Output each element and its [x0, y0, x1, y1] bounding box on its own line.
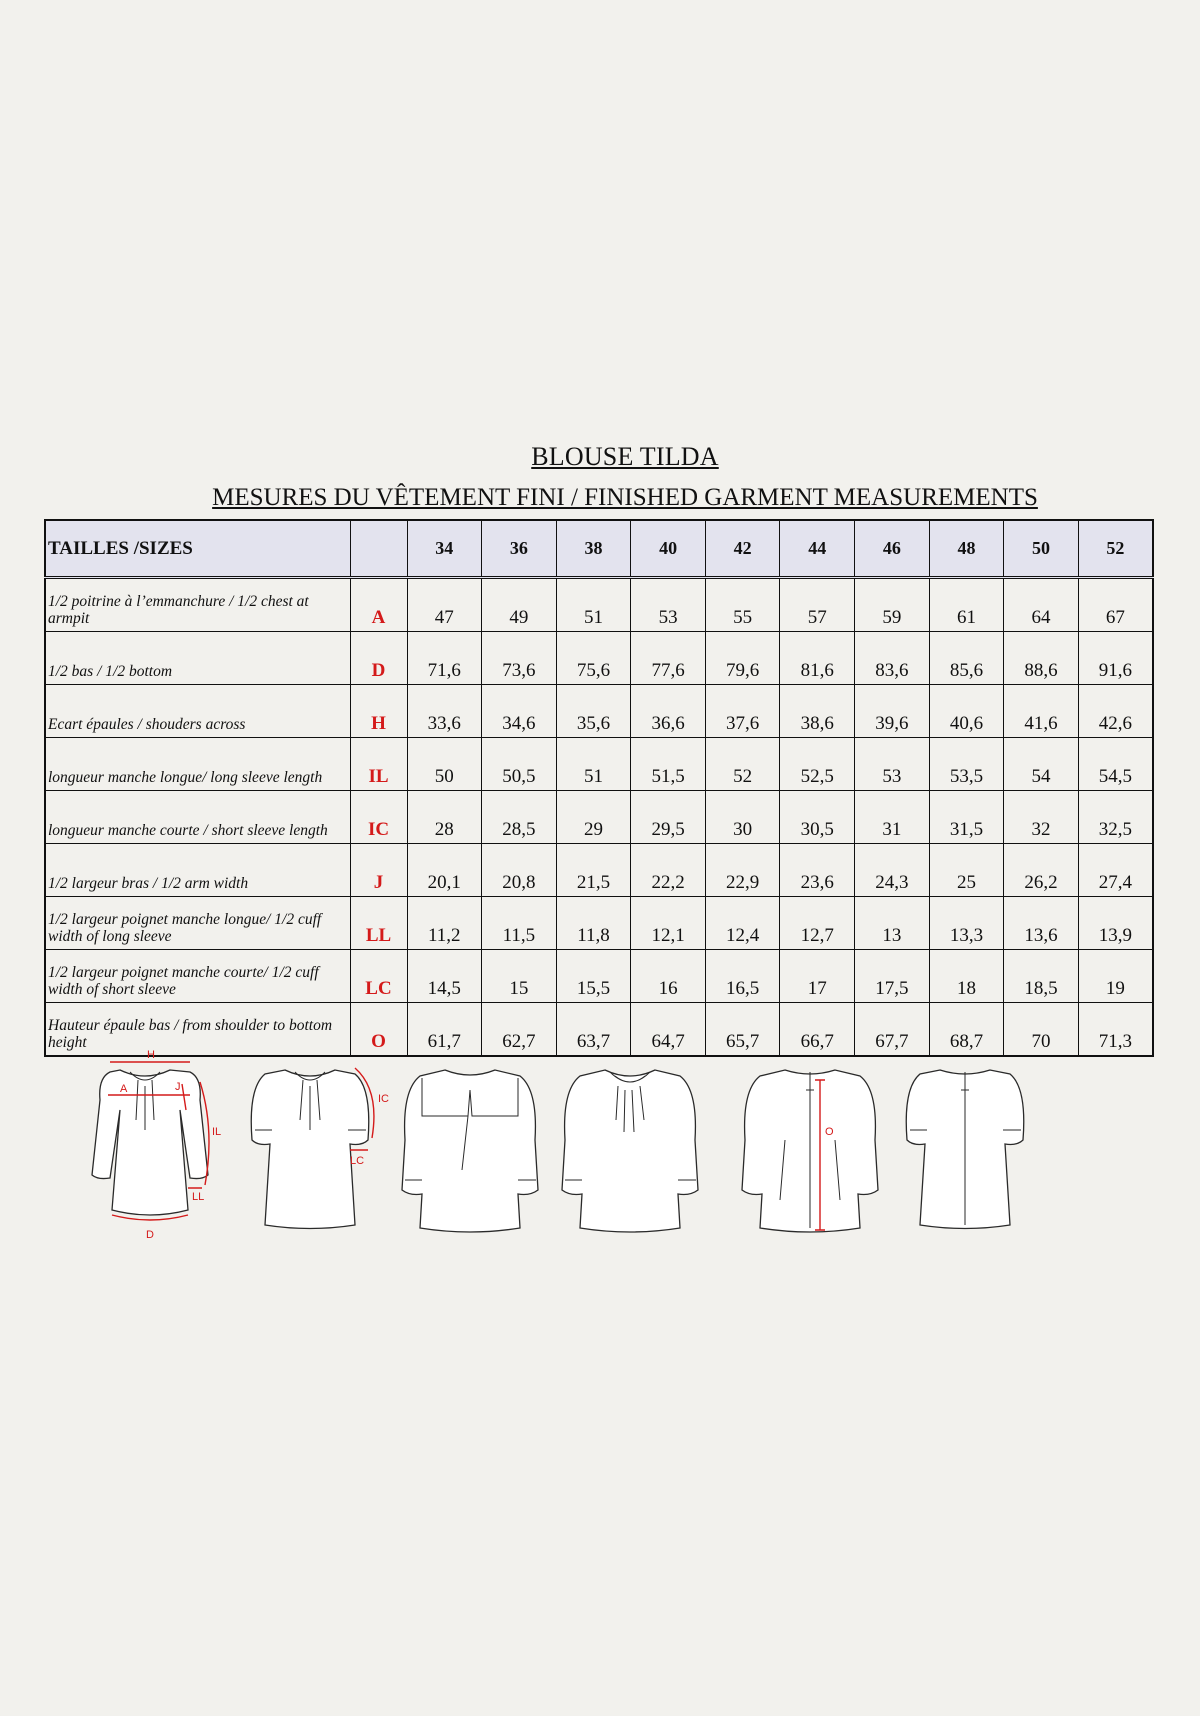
measurement-value: 29	[556, 791, 631, 844]
label-d: D	[146, 1229, 154, 1241]
measurement-description: 1/2 largeur poignet manche courte/ 1/2 cuff width of short sleeve	[45, 950, 350, 1003]
measurement-value: 77,6	[631, 632, 706, 685]
measurement-description: Ecart épaules / shouders across	[45, 685, 350, 738]
size-header-row	[45, 520, 1153, 578]
measurement-value: 79,6	[705, 632, 780, 685]
measurement-code: O	[350, 1003, 407, 1057]
measurement-value: 51,5	[631, 738, 706, 791]
table-row	[45, 844, 1153, 897]
measurement-value: 51	[556, 738, 631, 791]
measurement-value: 50	[407, 738, 482, 791]
measurement-value: 50,5	[482, 738, 557, 791]
measurement-value: 30	[705, 791, 780, 844]
measurement-value: 17,5	[855, 950, 930, 1003]
size-cell: 50	[1004, 520, 1079, 578]
measurement-value: 28,5	[482, 791, 557, 844]
measurement-value: 30,5	[780, 791, 855, 844]
measurement-value: 54	[1004, 738, 1079, 791]
size-cell: 36	[482, 520, 557, 578]
sizes-header-label: TAILLES /SIZES	[45, 520, 350, 578]
measurement-value: 18,5	[1004, 950, 1079, 1003]
measurement-value: 25	[929, 844, 1004, 897]
label-ll: LL	[192, 1191, 205, 1203]
measurement-value: 70	[1004, 1003, 1079, 1057]
label-a: A	[120, 1083, 128, 1095]
measurement-value: 67,7	[855, 1003, 930, 1057]
measurement-code: IC	[350, 791, 407, 844]
measurement-value: 49	[482, 578, 557, 632]
measurement-code: A	[350, 578, 407, 632]
size-cell: 48	[929, 520, 1004, 578]
table-row	[45, 950, 1153, 1003]
measurement-value: 73,6	[482, 632, 557, 685]
measurement-value: 68,7	[929, 1003, 1004, 1057]
measurement-value: 32,5	[1078, 791, 1153, 844]
measurement-value: 64,7	[631, 1003, 706, 1057]
measurement-value: 31,5	[929, 791, 1004, 844]
garment-illustrations	[50, 1050, 1160, 1250]
measurement-code: IL	[350, 738, 407, 791]
measurement-value: 21,5	[556, 844, 631, 897]
label-h: H	[147, 1050, 155, 1061]
measurement-value: 33,6	[407, 685, 482, 738]
measurement-value: 13,9	[1078, 897, 1153, 950]
measurement-value: 11,5	[482, 897, 557, 950]
label-j: J	[175, 1081, 181, 1093]
measurement-value: 34,6	[482, 685, 557, 738]
size-cell: 52	[1078, 520, 1153, 578]
measurement-code: H	[350, 685, 407, 738]
measurement-value: 14,5	[407, 950, 482, 1003]
measurement-description: 1/2 largeur bras / 1/2 arm width	[45, 844, 350, 897]
measurement-value: 11,2	[407, 897, 482, 950]
measurement-value: 28	[407, 791, 482, 844]
size-cell: 34	[407, 520, 482, 578]
label-il: IL	[212, 1126, 222, 1138]
measurement-value: 53	[631, 578, 706, 632]
measurement-value: 85,6	[929, 632, 1004, 685]
front-short-sleeve-drawing	[251, 1068, 389, 1229]
front-long-sleeve-drawing	[92, 1050, 221, 1241]
measurement-value: 54,5	[1078, 738, 1153, 791]
back-long-sleeve-drawing	[742, 1070, 878, 1232]
label-ic: IC	[378, 1093, 389, 1105]
table-row	[45, 685, 1153, 738]
measurement-value: 55	[705, 578, 780, 632]
measurement-value: 66,7	[780, 1003, 855, 1057]
measurement-value: 17	[780, 950, 855, 1003]
measurement-value: 51	[556, 578, 631, 632]
measurement-description: 1/2 poitrine à l’emmanchure / 1/2 chest at armpit	[45, 578, 350, 632]
measurement-value: 24,3	[855, 844, 930, 897]
measurement-value: 52,5	[780, 738, 855, 791]
measurement-description: longueur manche longue/ long sleeve length	[45, 738, 350, 791]
measurement-value: 61,7	[407, 1003, 482, 1057]
measurement-value: 91,6	[1078, 632, 1153, 685]
label-lc: LC	[350, 1155, 365, 1167]
measurement-value: 13,6	[1004, 897, 1079, 950]
measurement-value: 19	[1078, 950, 1153, 1003]
measurement-value: 20,8	[482, 844, 557, 897]
measurement-value: 13	[855, 897, 930, 950]
measurement-value: 61	[929, 578, 1004, 632]
measurement-description: 1/2 bas / 1/2 bottom	[45, 632, 350, 685]
measurement-value: 65,7	[705, 1003, 780, 1057]
size-cell: 46	[855, 520, 930, 578]
measurement-value: 71,3	[1078, 1003, 1153, 1057]
measurement-value: 18	[929, 950, 1004, 1003]
measurement-value: 32	[1004, 791, 1079, 844]
measurement-value: 26,2	[1004, 844, 1079, 897]
measurement-value: 31	[855, 791, 930, 844]
table-row	[45, 1003, 1153, 1057]
size-chart-table	[44, 519, 1154, 1057]
measurement-code: LL	[350, 897, 407, 950]
measurement-value: 29,5	[631, 791, 706, 844]
measurement-value: 15	[482, 950, 557, 1003]
measurement-code: LC	[350, 950, 407, 1003]
measurement-value: 83,6	[855, 632, 930, 685]
page-subtitle: MESURES DU VÊTEMENT FINI / FINISHED GARMENT MEASUREMENTS	[212, 484, 1038, 511]
measurement-description: 1/2 largeur poignet manche longue/ 1/2 cuff width of long sleeve	[45, 897, 350, 950]
table-row	[45, 578, 1153, 632]
measurement-value: 62,7	[482, 1003, 557, 1057]
measurement-value: 40,6	[929, 685, 1004, 738]
measurement-description: longueur manche courte / short sleeve length	[45, 791, 350, 844]
measurement-value: 52	[705, 738, 780, 791]
measurement-value: 16,5	[705, 950, 780, 1003]
measurement-value: 88,6	[1004, 632, 1079, 685]
size-cell: 38	[556, 520, 631, 578]
measurement-value: 42,6	[1078, 685, 1153, 738]
measurement-value: 53,5	[929, 738, 1004, 791]
measurement-value: 12,7	[780, 897, 855, 950]
measurement-value: 53	[855, 738, 930, 791]
size-cell: 44	[780, 520, 855, 578]
size-cell: 40	[631, 520, 706, 578]
measurement-value: 39,6	[855, 685, 930, 738]
measurement-value: 12,1	[631, 897, 706, 950]
gathered-neck-drawing	[562, 1070, 698, 1232]
back-short-sleeve-drawing	[906, 1070, 1024, 1229]
label-o: O	[825, 1126, 834, 1138]
measurement-value: 11,8	[556, 897, 631, 950]
sailor-collar-drawing	[402, 1070, 538, 1232]
measurement-value: 57	[780, 578, 855, 632]
measurement-value: 37,6	[705, 685, 780, 738]
measurement-value: 13,3	[929, 897, 1004, 950]
measurement-value: 22,2	[631, 844, 706, 897]
table-row	[45, 738, 1153, 791]
measurement-value: 16	[631, 950, 706, 1003]
measurement-code: D	[350, 632, 407, 685]
measurement-value: 22,9	[705, 844, 780, 897]
measurement-value: 59	[855, 578, 930, 632]
measurement-code: J	[350, 844, 407, 897]
measurement-value: 63,7	[556, 1003, 631, 1057]
measurement-value: 38,6	[780, 685, 855, 738]
code-header-cell	[350, 520, 407, 578]
measurement-value: 71,6	[407, 632, 482, 685]
table-row	[45, 791, 1153, 844]
page-title: BLOUSE TILDA	[531, 442, 719, 471]
measurement-value: 67	[1078, 578, 1153, 632]
size-cell: 42	[705, 520, 780, 578]
measurement-description: Hauteur épaule bas / from shoulder to bottom height	[45, 1003, 350, 1057]
table-row	[45, 897, 1153, 950]
measurement-value: 23,6	[780, 844, 855, 897]
measurement-value: 81,6	[780, 632, 855, 685]
measurement-value: 75,6	[556, 632, 631, 685]
measurement-value: 64	[1004, 578, 1079, 632]
measurement-value: 36,6	[631, 685, 706, 738]
measurement-value: 15,5	[556, 950, 631, 1003]
measurement-value: 27,4	[1078, 844, 1153, 897]
measurement-value: 41,6	[1004, 685, 1079, 738]
measurement-value: 12,4	[705, 897, 780, 950]
measurement-value: 20,1	[407, 844, 482, 897]
measurement-value: 47	[407, 578, 482, 632]
table-row	[45, 632, 1153, 685]
measurement-value: 35,6	[556, 685, 631, 738]
